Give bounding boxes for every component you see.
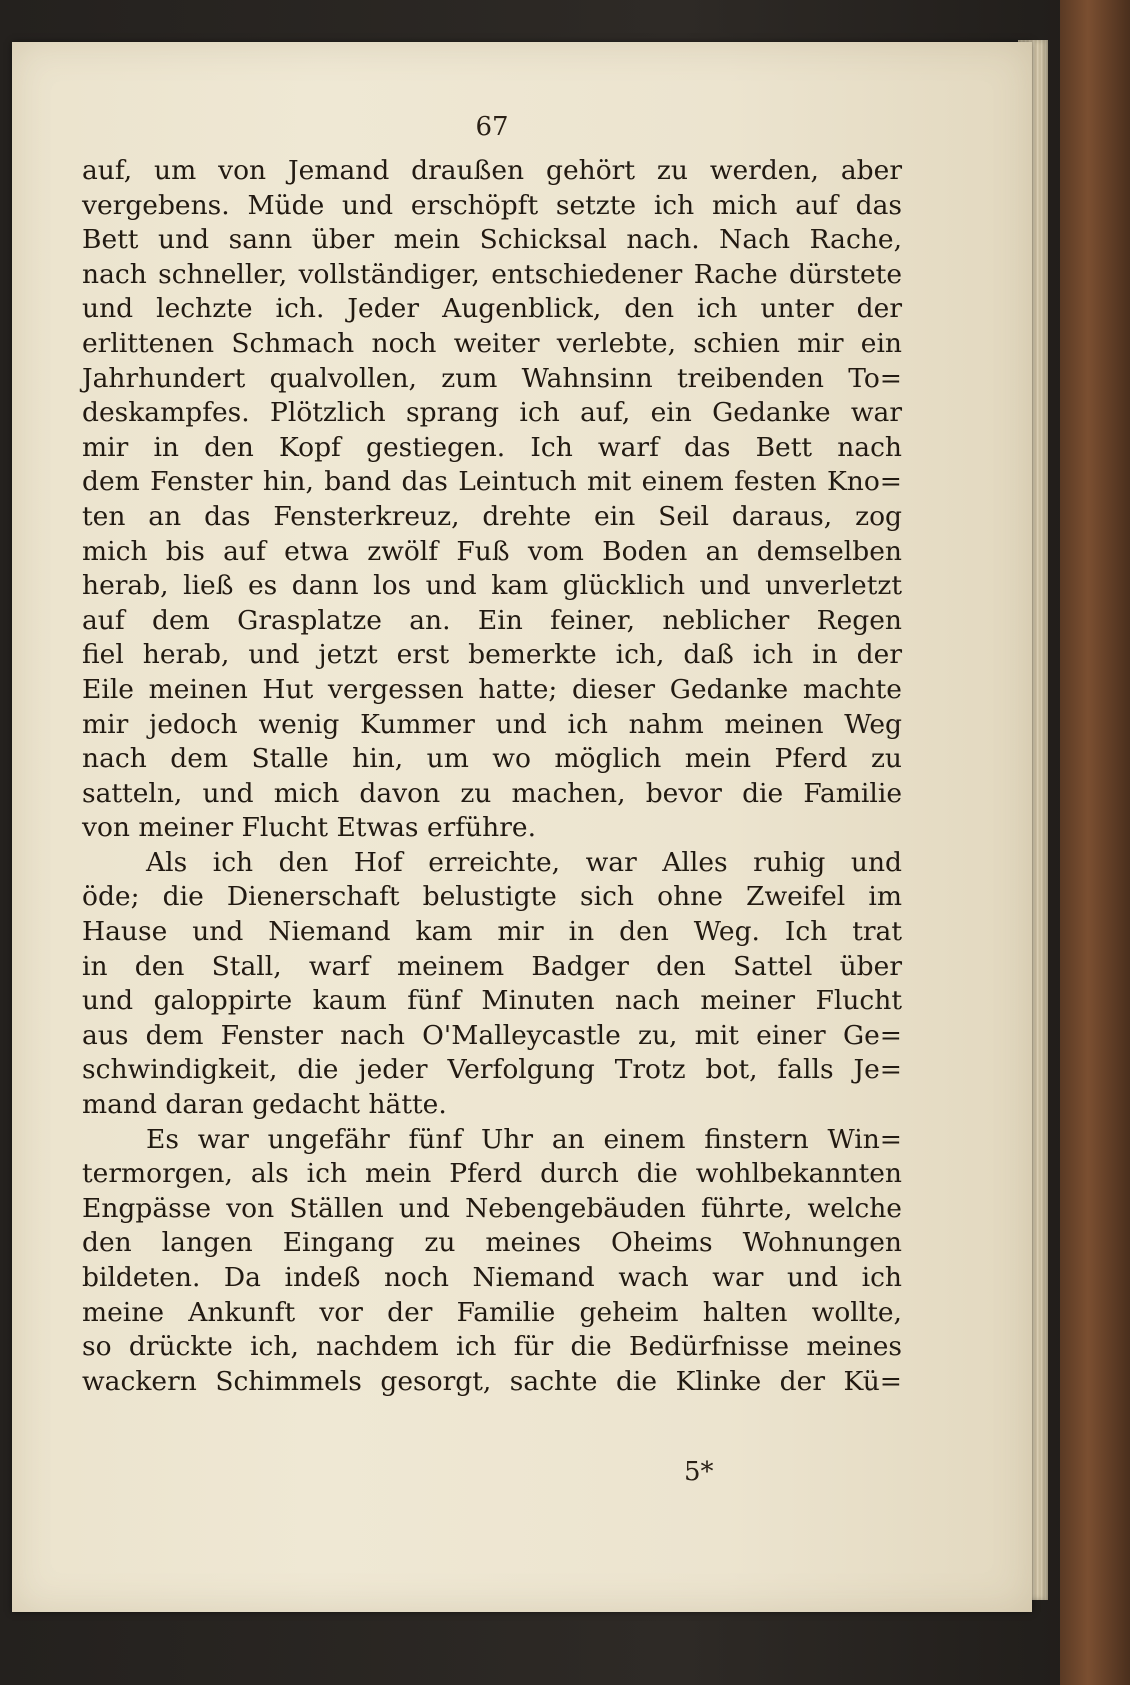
page-number: 67 [475,112,509,142]
text-line: öde; die Dienerschaft belustigte sich ohne Zweifel im [82,881,902,913]
text-line: mich bis auf etwa zwölf Fuß vom Boden an demselben [82,535,902,567]
text-line: vergebens. Müde und erschöpft setzte ich mich auf das [82,189,902,221]
text-line: meine Ankunft vor der Familie geheim halten wollte, [82,1296,902,1328]
signature-mark: 5* [684,1457,714,1487]
text-line: Es war ungefähr fünf Uhr an einem finstern Win= [146,1123,902,1155]
text-line: mir in den Kopf gestiegen. Ich warf das Bett nach [82,431,902,463]
text-line: von meiner Flucht Etwas erführe. [82,812,537,844]
text-line: dem Fenster hin, band das Leintuch mit einem festen Kno= [82,466,902,498]
body-text [82,154,902,1399]
text-line: aus dem Fenster nach O'Malleycastle zu, mit einer Ge= [82,1019,902,1051]
text-line: auf dem Grasplatze an. Ein feiner, neblicher Regen [82,604,902,636]
text-line: mir jedoch wenig Kummer und ich nahm meinen Weg [82,708,902,740]
text-line: herab, ließ es dann los und kam glücklich und unverletzt [82,570,902,602]
text-line: schwindigkeit, die jeder Verfolgung Trotz bot, falls Je= [82,1054,902,1086]
text-line: den langen Eingang zu meines Oheims Wohnungen [82,1227,902,1259]
text-line: und lechzte ich. Jeder Augenblick, den ich unter der [82,293,902,325]
text-line: Engpässe von Ställen und Nebengebäuden führte, welche [82,1192,902,1224]
book-page [12,42,1032,1612]
text-line: Hause und Niemand kam mir in den Weg. Ich trat [82,916,902,948]
text-line: so drückte ich, nachdem ich für die Bedürfnisse meines [82,1331,902,1363]
text-line: auf, um von Jemand draußen gehört zu werden, aber [82,155,902,186]
text-line: deskampfes. Plötzlich sprang ich auf, ein Gedanke war [82,397,902,429]
text-line: Jahrhundert qualvollen, zum Wahnsinn treibenden To= [82,362,902,394]
text-line: nach dem Stalle hin, um wo möglich mein Pferd zu [82,743,902,775]
text-line: ten an das Fensterkreuz, drehte ein Seil daraus, zog [82,500,902,532]
text-line: Eile meinen Hut vergessen hatte; dieser Gedanke machte [82,673,902,705]
text-line: wackern Schimmels gesorgt, sachte die Klinke der Kü= [82,1365,902,1397]
text-line: nach schneller, vollständiger, entschiedener Rache dürstete [82,258,902,290]
text-line: Als ich den Hof erreichte, war Alles ruhig und [146,846,902,878]
text-line: in den Stall, warf meinem Badger den Sattel über [82,950,902,982]
cover-leather-edge [1060,0,1130,1685]
text-line: fiel herab, und jetzt erst bemerkte ich, daß ich in der [82,639,902,671]
text-line: und galoppirte kaum fünf Minuten nach meiner Flucht [82,985,902,1017]
text-line: mand daran gedacht hätte. [82,1089,447,1121]
text-line: bildeten. Da indeß noch Niemand wach war und ich [82,1262,902,1293]
text-line: termorgen, als ich mein Pferd durch die wohlbekannten [82,1158,902,1190]
text-line: Bett und sann über mein Schicksal nach. Nach Rache, [82,224,902,256]
text-line: erlittenen Schmach noch weiter verlebte, schien mir ein [82,327,902,359]
text-line: satteln, und mich davon zu machen, bevor die Familie [82,777,902,809]
